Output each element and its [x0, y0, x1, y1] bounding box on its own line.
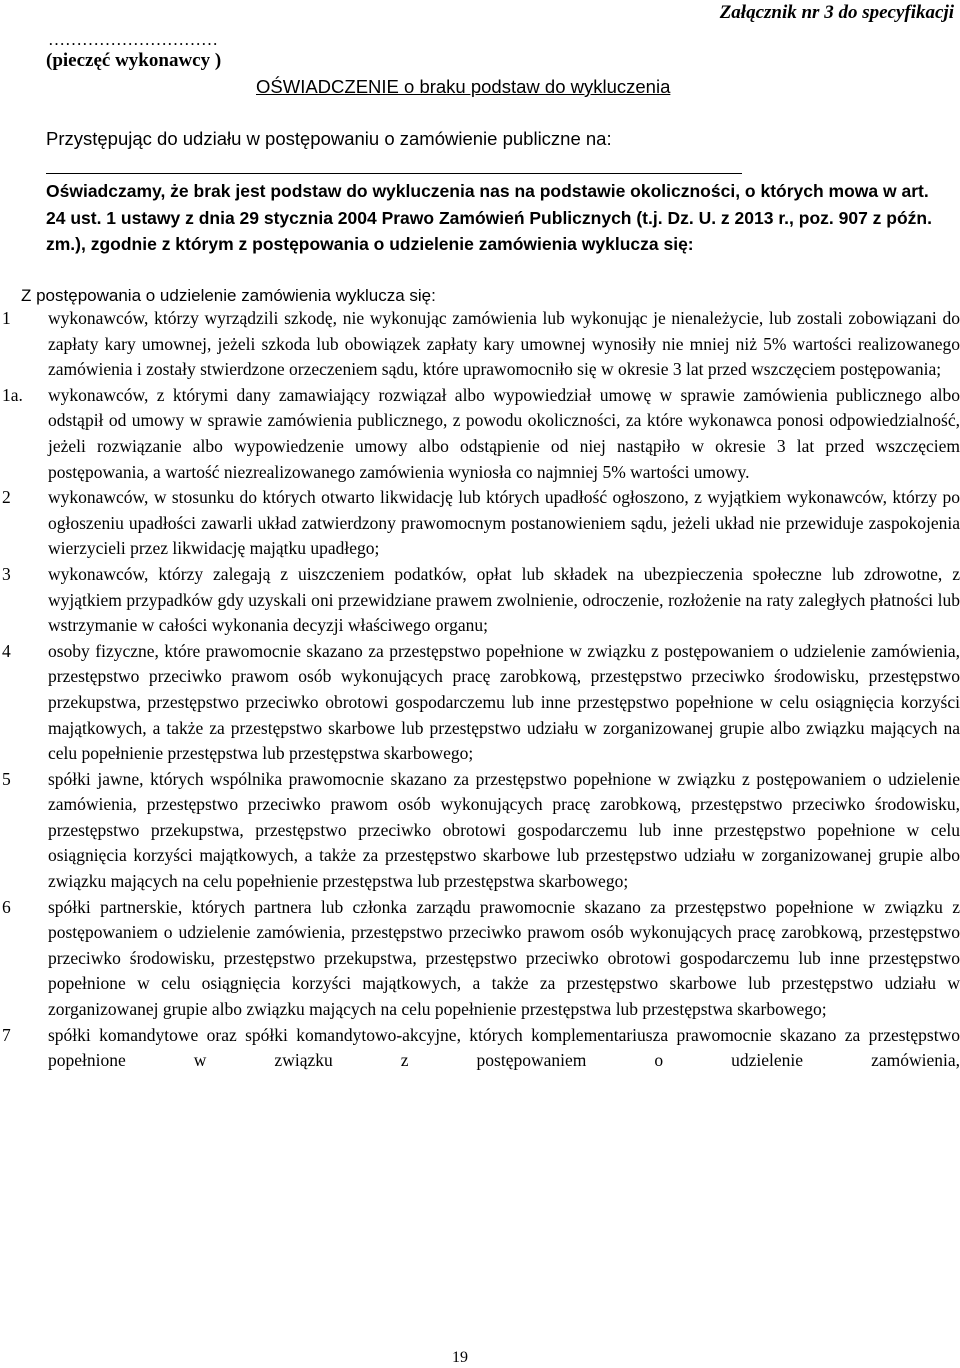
list-lead: Z postępowania o udzielenie zamówienia wyklucza się: [21, 286, 436, 305]
list-item-number: 2 [2, 487, 11, 508]
statement-text: Oświadczamy, że brak jest podstaw do wykluczenia nas na podstawie okoliczności, o których mowa w art. 24 ust. 1 ustawy z dnia 29 stycznia 2004 Prawo Zamówień Publicznych (t.j. Dz. U. z 2013 r., poz. 907 z późn. zm.), zgodnie z którym z postępowania o udzielenie zamówienia wyklucza się: [46, 181, 932, 254]
annex-label: Załącznik nr 3 do specyfikacji [719, 2, 954, 23]
list-item [0, 639, 960, 767]
list-item-text: wykonawców, z którymi dany zamawiający rozwiązał albo wypowiedział umowę w sprawie zamówienia publicznego albo odstąpił od umowy w sprawie zamówienia publicznego, z powodu okoliczności, za które wykonawca ponosi odpowiedzialność, jeżeli rozwiązanie albo wypowiedzenie umowy albo odstąpienie od niej nastąpiło w okresie 3 lat przed wszczęciem postępowania, a wartość niezrealizowanego zamówienia wyniosła co najmniej 5% wartości umowy. [48, 384, 960, 482]
seal-dots: ………………………… [48, 30, 218, 49]
list-item-text: osoby fizyczne, które prawomocnie skazano za przestępstwo popełnione w związku z postępowaniem o udzielenie zamówienia, przestępstwo przeciwko prawom osób wykonujących pracę zarobkową, przestępstwo przeciwko środowisku, przestępstwo przekupstwa, przestępstwo przeciwko obrotowi gospodarczemu lub inne przestępstwo popełnione w celu osiągnięcia korzyści majątkowych, a także za przestępstwo skarbowe lub przestępstwo udziału w zorganizowanej grupie albo związku mających na celu popełnienie przestępstwa lub przestępstwa skarbowego; [48, 640, 960, 764]
list-item-text: wykonawców, którzy wyrządzili szkodę, nie wykonując zamówienia lub wykonując je nienależycie, lub zostali zobowiązani do zapłaty kary umownej, jeżeli szkoda lub obowiązek zapłaty kary umownej wynosiły nie mniej niż 5% wartości realizowanego zamówienia i zostały stwierdzone orzeczeniem sądu, które uprawomocniło się w okresie 3 lat przed wszczęciem postępowania; [48, 308, 960, 380]
document-title: OŚWIADCZENIE o braku podstaw do wykluczenia [256, 76, 671, 97]
list-item-number: 7 [2, 1024, 11, 1045]
list-item [0, 1023, 960, 1074]
list-item-number: 1a. [2, 384, 23, 405]
list-item-text: wykonawców, którzy zalegają z uiszczeniem podatków, opłat lub składek na ubezpieczenia społeczne lub zdrowotne, z wyjątkiem przypadków gdy uzyskali oni przewidziane prawem zwolnienie, odroczenie, rozłożenie na raty zaległych płatności lub wstrzymanie w całości wykonania decyzji właściwego organu; [48, 563, 960, 636]
list-item-number: 3 [2, 563, 11, 584]
exclusion-list [0, 306, 960, 1074]
list-item [0, 895, 960, 1023]
list-item-text: spółki partnerskie, których partnera lub członka zarządu prawomocnie skazano za przestępstwo popełnione w związku z postępowaniem o udzielenie zamówienia, przestępstwo przeciwko prawom osób wykonujących pracę zarobkową, przestępstwo przeciwko środowisku, przestępstwo przekupstwa, przestępstwo przeciwko obrotowi gospodarczemu lub inne przestępstwo popełnione w celu osiągnięcia korzyści majątkowych, a także za przestępstwo skarbowe lub przestępstwo udziału w zorganizowanej grupie albo związku mających na celu popełnienie przestępstwa lub przestępstwa skarbowego; [48, 896, 960, 1020]
list-item-number: 6 [2, 896, 11, 917]
list-item [0, 383, 960, 485]
seal-label: (pieczęć wykonawcy ) [46, 50, 222, 71]
list-item-text: spółki jawne, których wspólnika prawomocnie skazano za przestępstwo popełnione w związku z postępowaniem o udzielenie zamówienia, przestępstwo przeciwko prawom osób wykonujących pracę zarobkową, przestępstwo przeciwko środowisku, przestępstwo przekupstwa, przestępstwo przeciwko obrotowi gospodarczemu lub inne przestępstwo popełnione w celu osiągnięcia korzyści majątkowych, a także za przestępstwo skarbowe lub przestępstwo udziału w zorganizowanej grupie albo związku mających na celu popełnienie przestępstwa lub przestępstwa skarbowego; [48, 768, 960, 892]
list-item [0, 562, 960, 639]
intro-text: Przystępując do udziału w postępowaniu o zamówienie publiczne na: [46, 128, 612, 149]
blank-fill-line [46, 173, 742, 174]
list-item [0, 767, 960, 895]
list-item-number: 1 [2, 308, 11, 328]
list-item-number: 4 [2, 640, 11, 661]
list-item-text: spółki komandytowe oraz spółki komandytowo-akcyjne, których komplementariusza prawomocnie skazano za przestępstwo popełnione w związku z postępowaniem o udzielenie zamówienia, [48, 1024, 960, 1071]
list-item-text: wykonawców, w stosunku do których otwarto likwidację lub których upadłość ogłoszono, z wyjątkiem wykonawców, którzy po ogłoszeniu upadłości zawarli układ zatwierdzony prawomocnym postanowieniem sądu, jeżeli układ nie przewiduje zaspokojenia wierzycieli przez likwidację majątku upadłego; [48, 487, 960, 559]
list-item-number: 5 [2, 768, 11, 789]
page-number: 19 [452, 1349, 468, 1366]
list-item [0, 485, 960, 562]
list-item [0, 306, 960, 383]
